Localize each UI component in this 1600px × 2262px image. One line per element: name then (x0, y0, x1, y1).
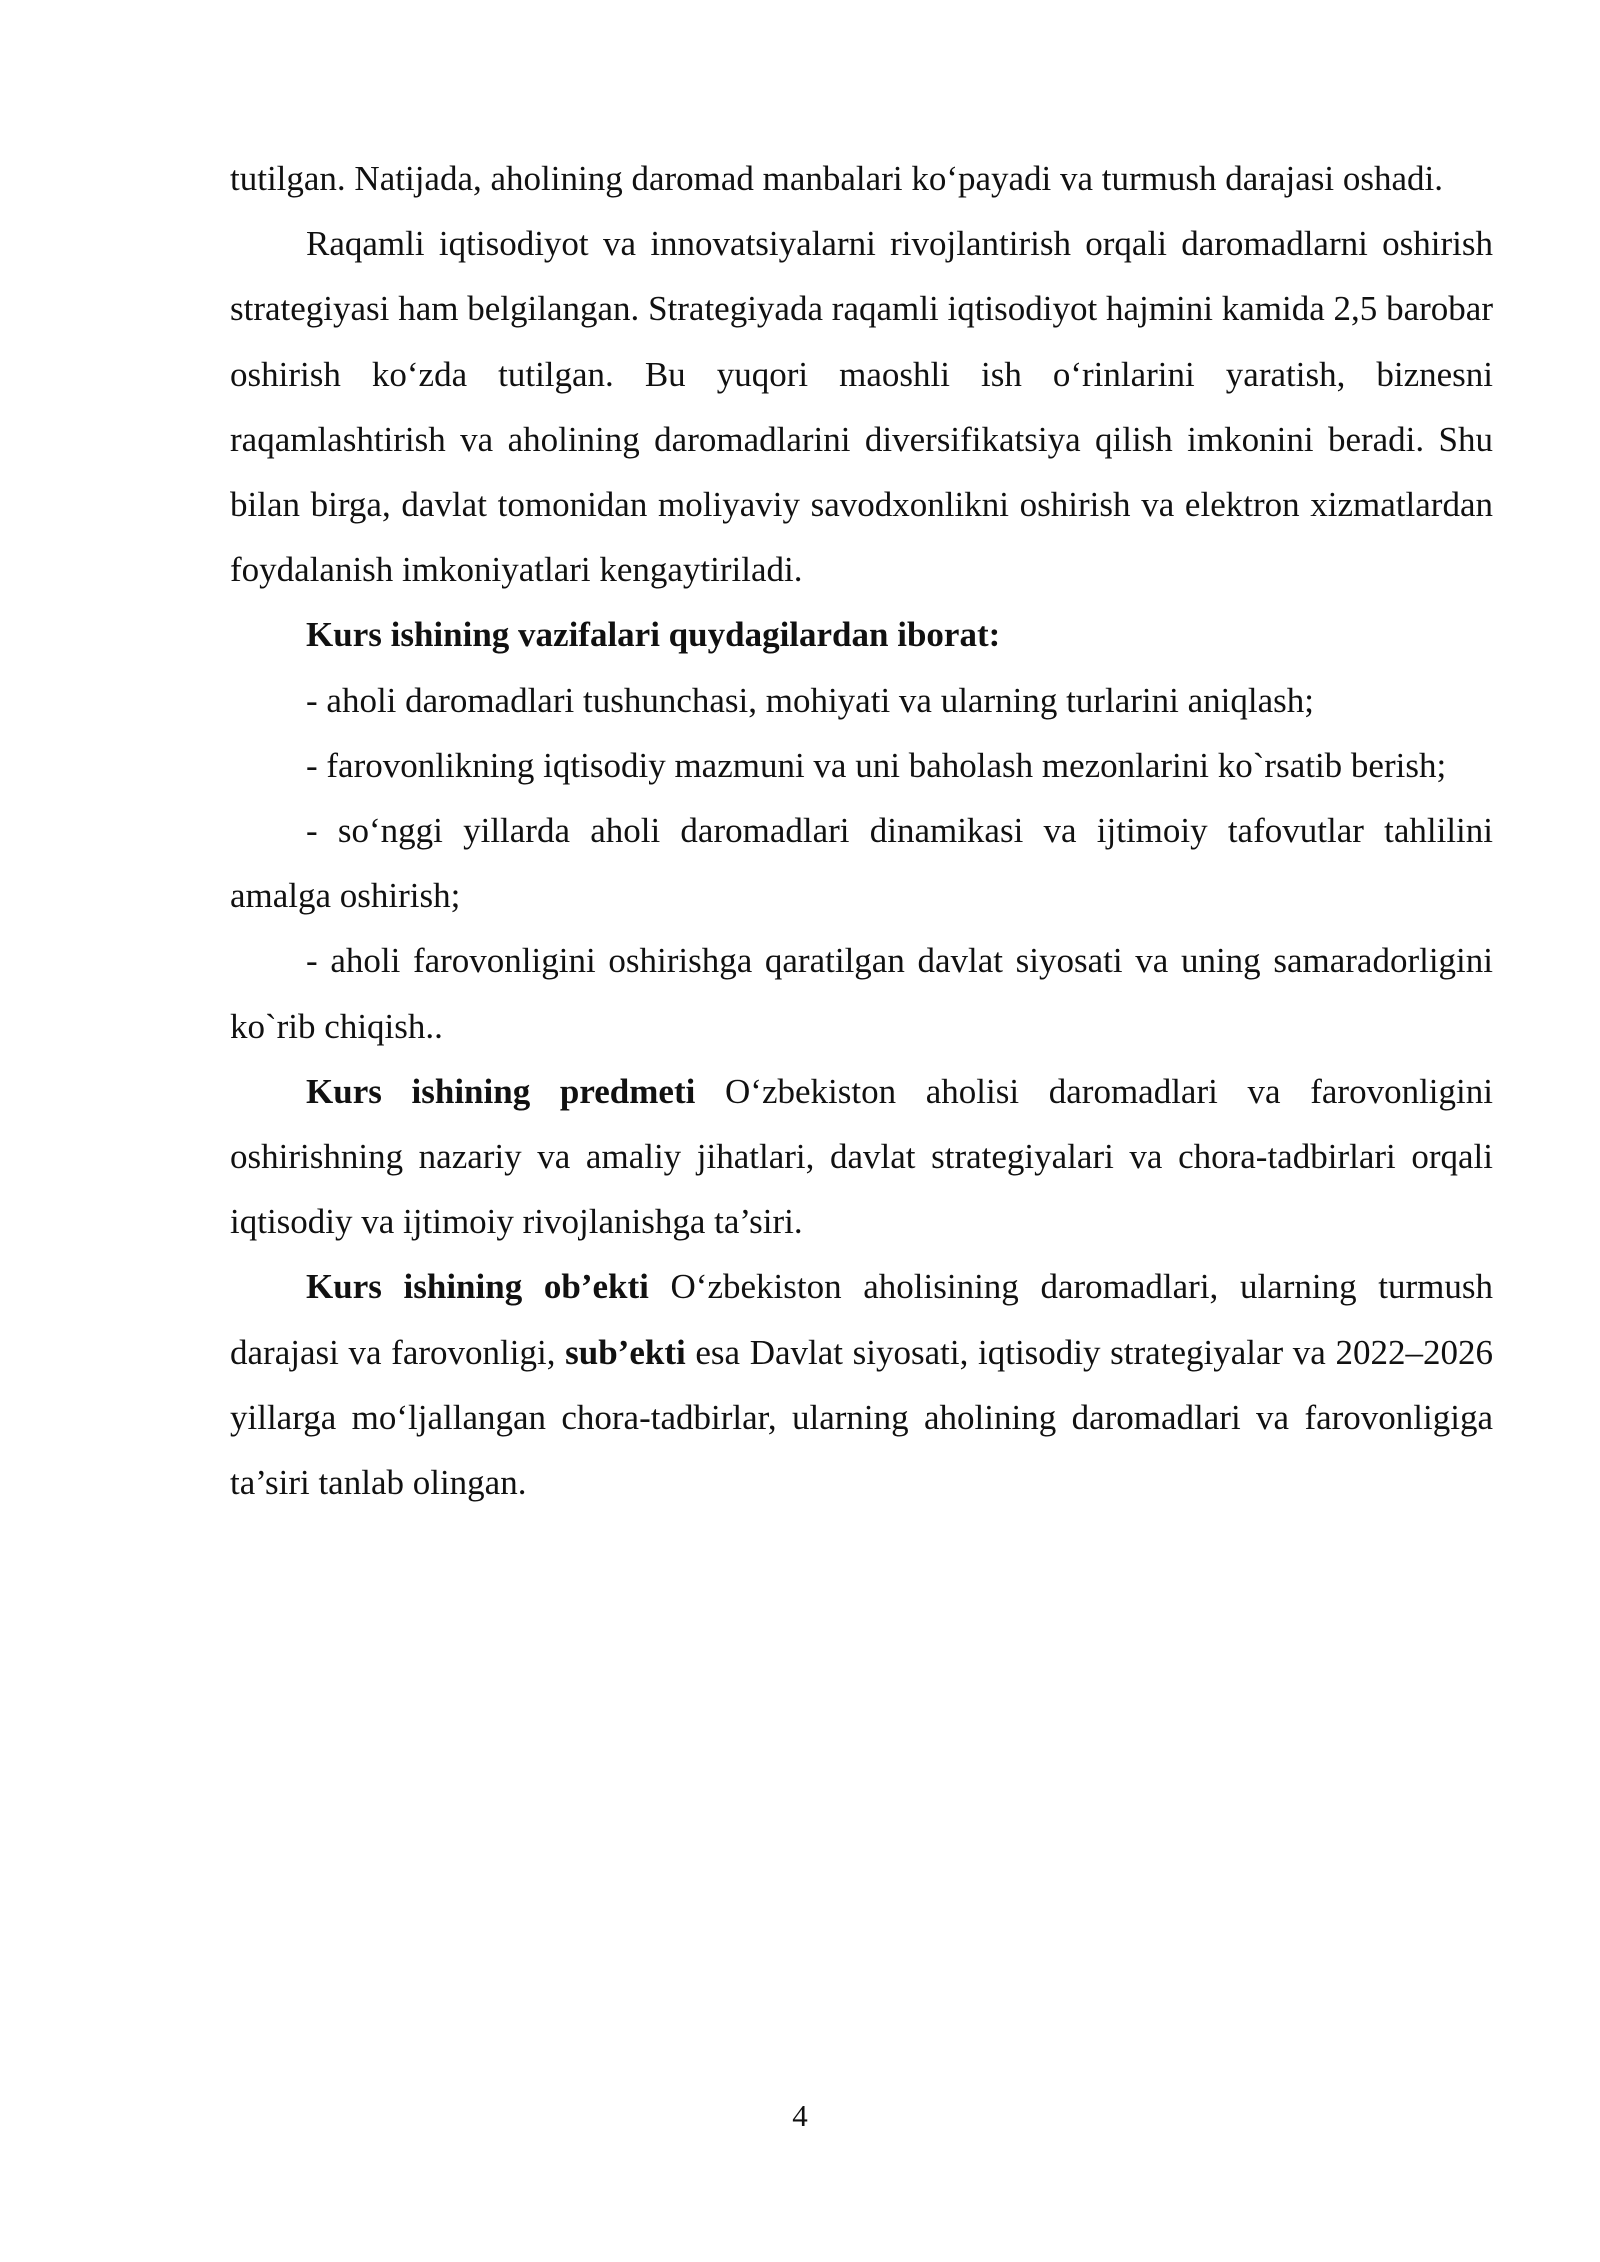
subject2-text: esa Davlat siyosati, iqtisodiy strategiyalar va 2022–2026 yillarga mo‘ljallangan chora-tadbirlar, ularning aholining daromadlari va farovonligiga ta’siri tanlab olingan. (230, 1332, 1493, 1503)
object-label: Kurs ishining ob’ekti (306, 1267, 649, 1307)
task-item: - so‘nggi yillarda aholi daromadlari dinamikasi va ijtimoiy tafovutlar tahlilini amalga oshirish; (230, 811, 1493, 916)
paragraph-subject (230, 1059, 1493, 1255)
task-item: - farovonlikning iqtisodiy mazmuni va uni baholash mezonlarini ko`rsatib berish; (306, 745, 1447, 785)
subject2-label: sub’ekti (565, 1332, 686, 1372)
object-text: O‘zbekiston aholisining daromadlari, ularning turmush darajasi va farovonligi, (230, 1267, 1493, 1372)
tasks-heading: Kurs ishining vazifalari quydagilardan iborat: (306, 615, 1001, 655)
task-item: - aholi farovonligini oshirishga qaratilgan davlat siyosati va uning samaradorligini ko`rib chiqish.. (230, 941, 1493, 1046)
page-number: 4 (792, 2098, 808, 2133)
task-item: - aholi daromadlari tushunchasi, mohiyati va ularning turlarini aniqlash; (306, 680, 1314, 720)
body-text (230, 146, 1493, 1515)
subject-text: O‘zbekiston aholisi daromadlari va farovonligini oshirishning nazariy va amaliy jihatlari, davlat strategiyalari va chora-tadbirlari orqali iqtisodiy va ijtimoiy rivojlanishga ta’siri. (230, 1071, 1493, 1242)
paragraph-object (230, 1254, 1493, 1515)
paragraph-continuation: tutilgan. Natijada, aholining daromad manbalari ko‘payadi va turmush darajasi oshadi. (230, 159, 1443, 198)
paragraph-digital-economy: Raqamli iqtisodiyot va innovatsiyalarni rivojlantirish orqali daromadlarni oshirish strategiyasi ham belgilangan. Strategiyada raqamli iqtisodiyot hajmini kamida 2,5 barobar oshirish ko‘zda tutilgan. Bu yuqori maoshli ish o‘rinlarini yaratish, biznesni raqamlashtirish va aholining daromadlarini diversifikatsiya qilish imkonini beradi. Shu bilan birga, davlat tomonidan moliyaviy savodxonlikni oshirish va elektron xizmatlardan foydalanish imkoniyatlari kengaytiriladi. (230, 224, 1493, 590)
subject-label: Kurs ishining predmeti (306, 1071, 696, 1111)
